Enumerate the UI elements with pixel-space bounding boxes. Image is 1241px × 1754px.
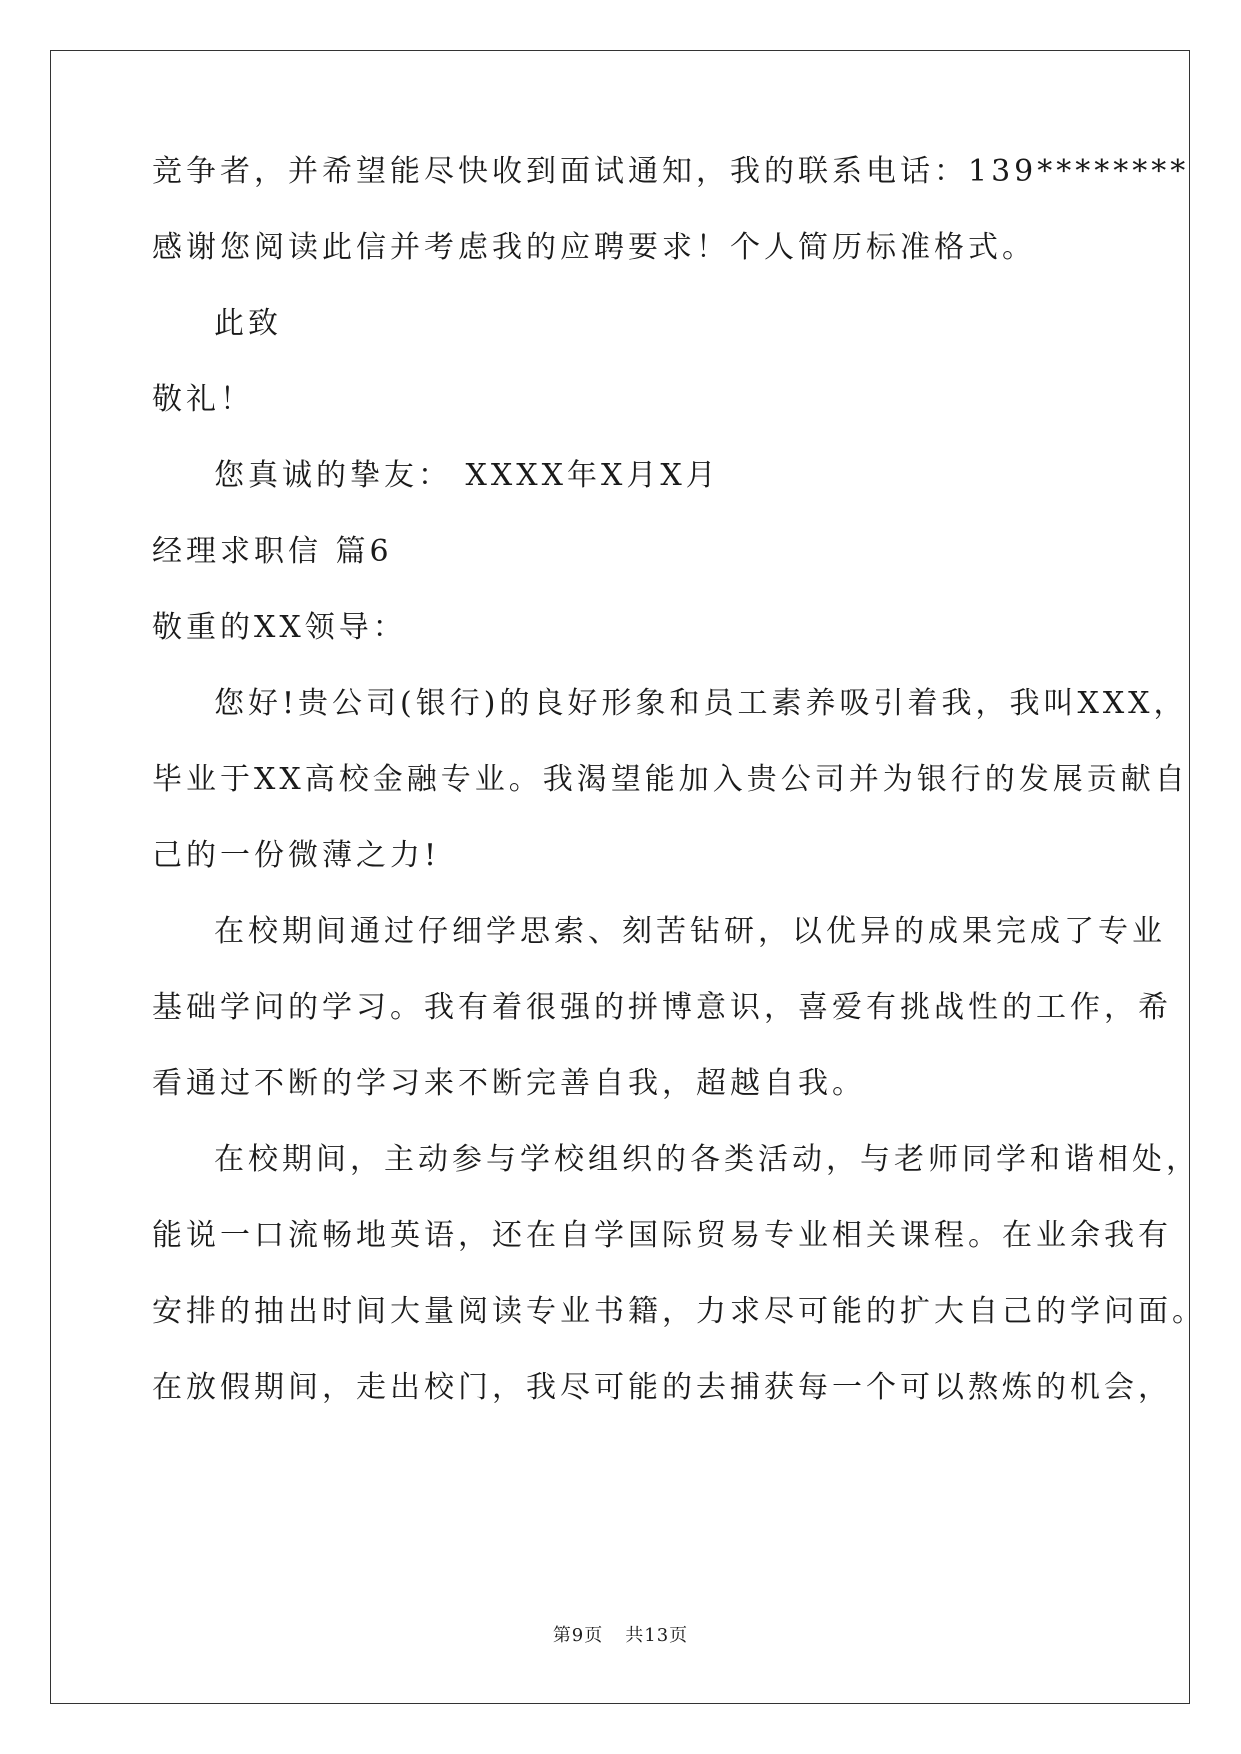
signature-line: 您真诚的挚友： XXXX年X月X月 (214, 458, 720, 493)
text-line: 看通过不断的学习来不断完善自我，超越自我。 (152, 1066, 866, 1101)
text-line: 能说一口流畅地英语，还在自学国际贸易专业相关课程。在业余我有 (152, 1218, 1172, 1253)
closing-salutation: 此致 (214, 306, 282, 341)
text-line: 在校期间通过仔细学思索、刻苦钻研，以优异的成果完成了专业 (214, 914, 1166, 949)
page-total: 共13页 (625, 1625, 689, 1646)
section-heading: 经理求职信 篇6 (152, 534, 393, 569)
text-line: 安排的抽出时间大量阅读专业书籍，力求尽可能的扩大自己的学问面。 (152, 1294, 1206, 1329)
page-number: 第9页 (552, 1625, 604, 1646)
text-line: 您好!贵公司(银行)的良好形象和员工素养吸引着我，我叫XXX， (214, 686, 1188, 721)
text-line: 在校期间，主动参与学校组织的各类活动，与老师同学和谐相处， (214, 1142, 1200, 1177)
page-border (50, 50, 1190, 1704)
page-footer (0, 1624, 1241, 1648)
letter-salutation: 敬重的XX领导： (152, 610, 407, 645)
text-line: 感谢您阅读此信并考虑我的应聘要求！个人简历标准格式。 (152, 230, 1036, 265)
closing-greeting: 敬礼！ (152, 382, 254, 417)
text-line: 竞争者，并希望能尽快收到面试通知，我的联系电话：139******** (152, 154, 1190, 189)
text-line: 在放假期间，走出校门，我尽可能的去捕获每一个可以熬炼的机会， (152, 1370, 1172, 1405)
text-line: 己的一份微薄之力! (152, 838, 441, 873)
text-line: 基础学问的学习。我有着很强的拼博意识，喜爱有挑战性的工作，希 (152, 990, 1172, 1025)
text-line: 毕业于XX高校金融专业。我渴望能加入贵公司并为银行的发展贡献自 (152, 762, 1189, 797)
